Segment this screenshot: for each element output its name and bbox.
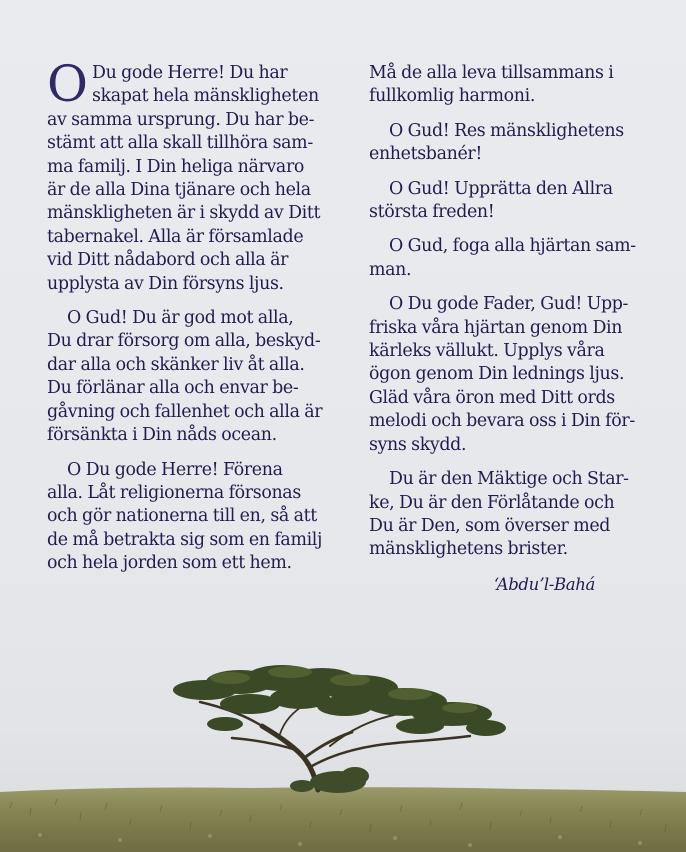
text-line: försänkta i Din nåds ocean. (47, 425, 277, 446)
text-line: O Du gode Herre! Förena (67, 459, 283, 480)
text-line: O Gud! Upprätta den Allra (389, 178, 613, 199)
text-line: O Gud! Res mänsklighetens (389, 120, 624, 141)
paragraph-2 (47, 307, 325, 447)
text-line: ögon genom Din lednings ljus. (369, 364, 625, 385)
author-signature: ʻAbduʼl-Bahá (493, 574, 595, 594)
text-line: stämt att alla skall tillhöra sam- (47, 133, 313, 154)
paragraph-3 (47, 459, 325, 576)
text-line: O Du gode Fader, Gud! Upp- (389, 294, 629, 315)
text-line: O Gud, foga alla hjärtan sam- (389, 236, 636, 257)
text-line: fullkomlig harmoni. (369, 86, 536, 107)
grass-ground (0, 787, 686, 852)
text-line: syns skydd. (369, 434, 467, 455)
text-line: friska våra hjärtan genom Din (369, 317, 623, 338)
text-line: tabernakel. Alla är församlade (47, 226, 304, 247)
paragraph-6 (369, 178, 645, 225)
text-line: gåvning och fallenhet och alla är (47, 401, 323, 422)
text-line: största freden! (369, 202, 495, 223)
text-line: av samma ursprung. Du har be- (47, 109, 315, 130)
shrub (290, 767, 369, 793)
text-line: och gör nationerna till en, så att (47, 506, 317, 527)
text-line: Gläd våra öron med Ditt ords (369, 387, 615, 408)
text-line: melodi och bevara oss i Din för- (369, 411, 635, 432)
text-line: Du är Den, som överser med (369, 515, 611, 536)
text-line: man. (369, 259, 412, 280)
paragraph-1 (47, 55, 325, 296)
text-line: och hela jorden som ett hem. (47, 553, 292, 574)
tree-landscape-image (0, 640, 686, 852)
text-line: vid Ditt nådabord och alla är (47, 250, 289, 271)
text-line: mänsklighetens brister. (369, 539, 568, 560)
text-line: kärleks vällukt. Upplys våra (369, 341, 605, 362)
text-line: Du är den Mäktige och Star- (389, 469, 629, 490)
text-line: ma familj. I Din heliga närvaro (47, 156, 305, 177)
text-line: Må de alla leva tillsammans i (369, 63, 614, 83)
text-line: dar alla och skänker liv åt alla. (47, 354, 305, 375)
left-column (47, 55, 325, 587)
text-line: alla. Låt religionerna försonas (47, 482, 301, 503)
text-line: är de alla Dina tjänare och hela (47, 180, 311, 201)
paragraph-9 (369, 468, 645, 562)
text-line: de må betrakta sig som en familj (47, 529, 323, 550)
text-line: mänskligheten är i skydd av Ditt (47, 203, 321, 224)
paragraph-4 (369, 62, 645, 109)
text-line: skapat hela mänskligheten (92, 86, 319, 107)
paragraph-7 (369, 235, 645, 282)
text-line: Du drar försorg om alla, beskyd- (47, 331, 321, 352)
text-line: enhetsbanér! (369, 144, 482, 165)
drop-cap: O (47, 55, 88, 113)
text-line: O Gud! Du är god mot alla, (67, 308, 294, 329)
text-line: ke, Du är den Förlåtande och (369, 492, 615, 513)
paragraph-5 (369, 120, 645, 167)
paragraph-8 (369, 293, 645, 457)
right-column (369, 62, 645, 596)
text-line: upplysta av Din försyns ljus. (47, 273, 284, 294)
text-line: Du gode Herre! Du har (92, 63, 288, 83)
text-line: Du förlänar alla och envar be- (47, 378, 299, 399)
